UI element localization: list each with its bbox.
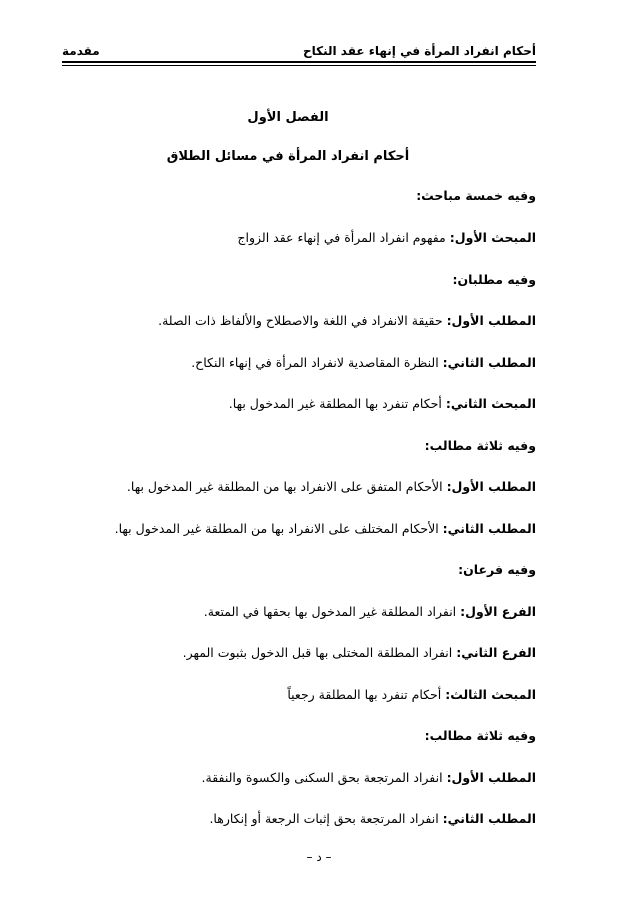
toc-item (40, 229, 536, 247)
toc-item (40, 603, 536, 621)
toc-item-label: المطلب الأول: (446, 770, 536, 785)
branches-intro: وفيه فرعان: (458, 562, 536, 577)
toc-item-text: الأحكام المتفق على الانفراد بها من المطلقة غير المدخول بها. (126, 479, 447, 494)
toc-item-label: المطلب الثاني: (442, 355, 536, 370)
toc-item-text: حقيقة الانفراد في اللغة والاصطلاح والألفاظ ذات الصلة. (158, 313, 447, 328)
toc-item (40, 810, 536, 828)
toc-item-label: الفرع الأول: (460, 604, 536, 619)
toc-item-label: المطلب الثاني: (442, 521, 536, 536)
toc-item-label: الفرع الثاني: (456, 645, 536, 660)
sections-intro: وفيه خمسة مباحث: (416, 188, 536, 203)
toc-item-text: أحكام تنفرد بها المطلقة رجعياً (287, 687, 446, 702)
toc-item (40, 769, 536, 787)
toc-item-label: المبحث الثالث: (445, 687, 536, 702)
toc-item-label: المبحث الثاني: (445, 396, 536, 411)
toc-item-text: مفهوم انفراد المرأة في إنهاء عقد الزواج (237, 230, 450, 245)
toc-item-label: المطلب الثاني: (442, 811, 536, 826)
toc-item-text: أحكام تنفرد بها المطلقة غير المدخول بها. (228, 396, 446, 411)
chapter-title: الفصل الأول (247, 110, 329, 125)
toc-item (40, 354, 536, 372)
header-section-title: مقدمة (62, 44, 100, 58)
toc-item-text: النظرة المقاصدية لانفراد المرأة في إنهاء النكاح. (191, 355, 443, 370)
subsections-intro: وفيه ثلاثة مطالب: (424, 728, 536, 743)
toc-item-label: المطلب الأول: (446, 313, 536, 328)
chapter-subtitle: أحكام انفراد المرأة في مسائل الطلاق (166, 149, 410, 164)
header-book-title: أحكام انفراد المرأة في إنهاء عقد النكاح (302, 44, 536, 58)
toc-item-text: انفراد المطلقة المختلى بها قبل الدخول بثبوت المهر. (182, 645, 457, 660)
toc-item (40, 644, 536, 662)
toc-item (40, 478, 536, 496)
toc-item (40, 395, 536, 413)
running-header (62, 38, 536, 58)
toc-item-text: الأحكام المختلف على الانفراد بها من المطلقة غير المدخول بها. (114, 521, 443, 536)
toc-item (40, 312, 536, 330)
toc-item-text: انفراد المرتجعة بحق السكنى والكسوة والنفقة. (201, 770, 447, 785)
toc-item-label: المبحث الأول: (449, 230, 536, 245)
toc-item (40, 686, 536, 704)
toc-item (40, 520, 536, 538)
subsections-intro: وفيه مطلبان: (452, 272, 536, 287)
page-number: – د – (306, 850, 332, 864)
toc-item-label: المطلب الأول: (446, 479, 536, 494)
header-rule (62, 61, 536, 63)
toc-item-text: انفراد المرتجعة بحق إثبات الرجعة أو إنكارها. (209, 811, 443, 826)
subsections-intro: وفيه ثلاثة مطالب: (424, 438, 536, 453)
header-rule-thin (62, 65, 536, 66)
toc-item-text: انفراد المطلقة غير المدخول بها بحقها في المتعة. (203, 604, 461, 619)
